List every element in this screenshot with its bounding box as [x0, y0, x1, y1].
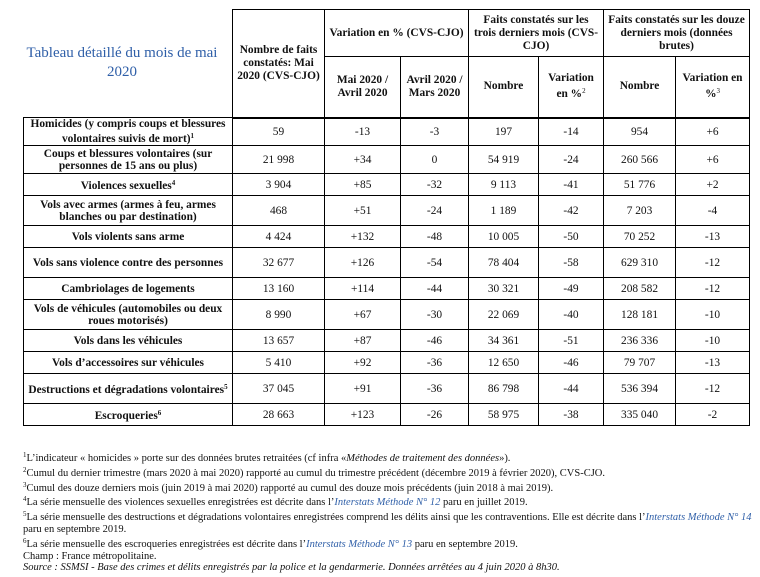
cell-nombre-12m: 7 203 — [604, 196, 676, 226]
cell-mai-2020: 32 677 — [233, 248, 325, 278]
cell-nombre-12m: 236 336 — [604, 330, 676, 352]
row-label: Vols sans violence contre des personnes — [24, 248, 233, 278]
footnote-ref: 2 — [582, 87, 586, 96]
table-row — [24, 352, 750, 374]
footnote-3: $^3$Cumul des douze derniers mois (juin 2019 à mai 2020) rapporté au cumul des douze mois précédents (juin 2018 à mai 2019). — [23, 480, 554, 494]
cell-mai-2020: 8 990 — [233, 300, 325, 330]
table-row — [24, 146, 750, 174]
cell-var-mai-avril: +67 — [325, 300, 401, 330]
row-label: Vols avec armes (armes à feu, armes blanches ou par destination) — [24, 196, 233, 226]
cell-var-12m: -13 — [676, 226, 750, 248]
cell-nombre-12m: 208 582 — [604, 278, 676, 300]
footnote-1: $^1$L’indicateur « homicides » porte sur des données brutes retraitées (cf infra «Méthodes de traitement des données»). — [23, 451, 511, 464]
cell-mai-2020: 59 — [233, 118, 325, 146]
cell-nombre-12m: 629 310 — [604, 248, 676, 278]
champ-note: Champ : France métropolitaine. — [23, 550, 157, 562]
table-row — [24, 226, 750, 248]
row-label: Vols dans les véhicules — [24, 330, 233, 352]
cell-nombre-12m: 79 707 — [604, 352, 676, 374]
table-row — [24, 330, 750, 352]
cell-var-mai-avril: +92 — [325, 352, 401, 374]
cell-var-avril-mars: -44 — [401, 278, 469, 300]
cell-var-12m: -10 — [676, 330, 750, 352]
cell-var-12m: -10 — [676, 300, 750, 330]
cell-nombre-12m: 335 040 — [604, 404, 676, 426]
cell-var-12m: +6 — [676, 118, 750, 146]
cell-var-3m: -42 — [539, 196, 604, 226]
cell-nombre-12m: 536 394 — [604, 374, 676, 404]
cell-var-12m: -12 — [676, 374, 750, 404]
header-variation-3m: Variation en %$^2$ — [539, 57, 604, 118]
cell-var-mai-avril: +34 — [325, 146, 401, 174]
row-label: Vols de véhicules (automobiles ou deux roues motorisés) — [24, 300, 233, 330]
table-row — [24, 374, 750, 404]
footnote-ref: 5 — [224, 383, 228, 391]
table-row — [24, 174, 750, 196]
cell-mai-2020: 37 045 — [233, 374, 325, 404]
cell-nombre-12m: 70 252 — [604, 226, 676, 248]
cell-nombre-3m: 54 919 — [469, 146, 539, 174]
cell-var-12m: -12 — [676, 278, 750, 300]
table-row — [24, 278, 750, 300]
cell-var-12m: -4 — [676, 196, 750, 226]
header-variation-12m: Variation en %$^3$ — [676, 57, 750, 118]
cell-var-mai-avril: -13 — [325, 118, 401, 146]
source-note: Source : SSMSI - Base des crimes et délits enregistrés par la police et la gendarmerie. Données arrêtées au 4 juin 2020 à 8h30. — [23, 562, 560, 574]
cell-var-mai-avril: +85 — [325, 174, 401, 196]
footnote-2: $^2$Cumul du dernier trimestre (mars 2020 à mai 2020) rapporté au cumul du trimestre précédent (décembre 2019 à février 2020), CVS-CJO. — [23, 465, 605, 479]
header-trois-mois-group: Faits constatés sur les trois derniers mois (CVS-CJO) — [469, 10, 604, 57]
footnote-ref: 1 — [190, 132, 195, 140]
footnote-ref: 6 — [157, 409, 162, 417]
footnote-4: $^4$La série mensuelle des violences sexuelles enregistrées est décrite dans l’Interstats Méthode N° 12 paru en juillet 2019. — [23, 495, 528, 509]
table-body — [24, 118, 750, 426]
cell-var-12m: +6 — [676, 146, 750, 174]
cell-nombre-3m: 86 798 — [469, 374, 539, 404]
row-label: Coups et blessures volontaires (sur personnes de 15 ans ou plus) — [24, 146, 233, 174]
cell-var-mai-avril: +132 — [325, 226, 401, 248]
cell-var-3m: -24 — [539, 146, 604, 174]
cell-var-avril-mars: -36 — [401, 352, 469, 374]
cell-nombre-3m: 22 069 — [469, 300, 539, 330]
cell-nombre-3m: 58 975 — [469, 404, 539, 426]
cell-nombre-12m: 128 181 — [604, 300, 676, 330]
cell-var-avril-mars: -46 — [401, 330, 469, 352]
cell-var-avril-mars: -26 — [401, 404, 469, 426]
cell-mai-2020: 21 998 — [233, 146, 325, 174]
cell-var-12m: -12 — [676, 248, 750, 278]
header-avril-mars: Avril 2020 / Mars 2020 — [401, 57, 469, 118]
table-row — [24, 300, 750, 330]
cell-var-mai-avril: +123 — [325, 404, 401, 426]
cell-mai-2020: 3 904 — [233, 174, 325, 196]
cell-var-mai-avril: +126 — [325, 248, 401, 278]
table-row — [24, 196, 750, 226]
row-label: Cambriolages de logements — [24, 278, 233, 300]
crime-statistics-table — [23, 9, 750, 426]
cell-var-3m: -44 — [539, 374, 604, 404]
header-faits-mai: Nombre de faits constatés: Mai 2020 (CVS-CJO) — [233, 10, 325, 118]
footnotes — [23, 450, 753, 574]
row-label: Vols violents sans arme — [24, 226, 233, 248]
cell-nombre-12m: 260 566 — [604, 146, 676, 174]
header-douze-mois-group: Faits constatés sur les douze derniers mois (données brutes) — [604, 10, 750, 57]
cell-var-avril-mars: -48 — [401, 226, 469, 248]
cell-var-avril-mars: -24 — [401, 196, 469, 226]
cell-var-12m: -13 — [676, 352, 750, 374]
cell-nombre-12m: 954 — [604, 118, 676, 146]
cell-nombre-3m: 197 — [469, 118, 539, 146]
cell-nombre-3m: 78 404 — [469, 248, 539, 278]
cell-var-mai-avril: +51 — [325, 196, 401, 226]
cell-var-3m: -38 — [539, 404, 604, 426]
cell-nombre-3m: 34 361 — [469, 330, 539, 352]
row-label: Destructions et dégradations volontaires$^5$ — [24, 374, 233, 404]
footnote-ref: 4 — [171, 179, 176, 187]
footnote-ref: 3 — [716, 87, 720, 96]
cell-nombre-3m: 30 321 — [469, 278, 539, 300]
row-label: Vols d’accessoires sur véhicules — [24, 352, 233, 374]
row-label: Escroqueries$^6$ — [24, 404, 233, 426]
row-label: Violences sexuelles$^4$ — [24, 174, 233, 196]
table-row — [24, 118, 750, 146]
cell-var-3m: -50 — [539, 226, 604, 248]
cell-var-mai-avril: +114 — [325, 278, 401, 300]
header-variation-group: Variation en % (CVS-CJO) — [325, 10, 469, 57]
table-row — [24, 248, 750, 278]
row-label: Homicides (y compris coups et blessures volontaires suivis de mort)$^1$ — [24, 118, 233, 146]
cell-var-3m: -58 — [539, 248, 604, 278]
header-nombre-12m: Nombre — [604, 57, 676, 118]
cell-var-avril-mars: 0 — [401, 146, 469, 174]
table-row — [24, 404, 750, 426]
header-mai-avril: Mai 2020 / Avril 2020 — [325, 57, 401, 118]
cell-var-avril-mars: -30 — [401, 300, 469, 330]
interstats-14-link[interactable]: Interstats Méthode N° 14 — [645, 512, 752, 524]
cell-var-avril-mars: -32 — [401, 174, 469, 196]
cell-var-mai-avril: +87 — [325, 330, 401, 352]
interstats-12-link[interactable]: Interstats Méthode N° 12 — [334, 497, 441, 509]
cell-nombre-3m: 1 189 — [469, 196, 539, 226]
cell-nombre-3m: 12 650 — [469, 352, 539, 374]
cell-mai-2020: 4 424 — [233, 226, 325, 248]
cell-var-3m: -46 — [539, 352, 604, 374]
footnote-6: $^6$La série mensuelle des escroqueries enregistrées est décrite dans l’Interstats Méthode N° 13 paru en septembre 2019. — [23, 536, 518, 550]
title-cell — [24, 10, 233, 118]
page-title: Tableau détaillé du mois de mai 2020 — [26, 45, 218, 80]
cell-mai-2020: 5 410 — [233, 352, 325, 374]
cell-var-3m: -41 — [539, 174, 604, 196]
cell-var-avril-mars: -36 — [401, 374, 469, 404]
cell-mai-2020: 13 657 — [233, 330, 325, 352]
header-nombre-3m: Nombre — [469, 57, 539, 118]
cell-var-3m: -14 — [539, 118, 604, 146]
cell-var-avril-mars: -54 — [401, 248, 469, 278]
cell-var-avril-mars: -3 — [401, 118, 469, 146]
cell-mai-2020: 468 — [233, 196, 325, 226]
footnote-5: $^5$La série mensuelle des destructions et dégradations volontaires enregistrées comprend les délits ainsi que les contraventions. Elle est décrite dans l’Interstats Méthode N° 14 paru en septembre 2019. — [23, 510, 752, 535]
cell-nombre-3m: 10 005 — [469, 226, 539, 248]
cell-var-3m: -40 — [539, 300, 604, 330]
cell-var-3m: -49 — [539, 278, 604, 300]
cell-nombre-3m: 9 113 — [469, 174, 539, 196]
cell-mai-2020: 13 160 — [233, 278, 325, 300]
cell-var-12m: -2 — [676, 404, 750, 426]
cell-mai-2020: 28 663 — [233, 404, 325, 426]
interstats-13-link[interactable]: Interstats Méthode N° 13 — [306, 538, 413, 550]
cell-var-3m: -51 — [539, 330, 604, 352]
cell-var-12m: +2 — [676, 174, 750, 196]
cell-nombre-12m: 51 776 — [604, 174, 676, 196]
cell-var-mai-avril: +91 — [325, 374, 401, 404]
